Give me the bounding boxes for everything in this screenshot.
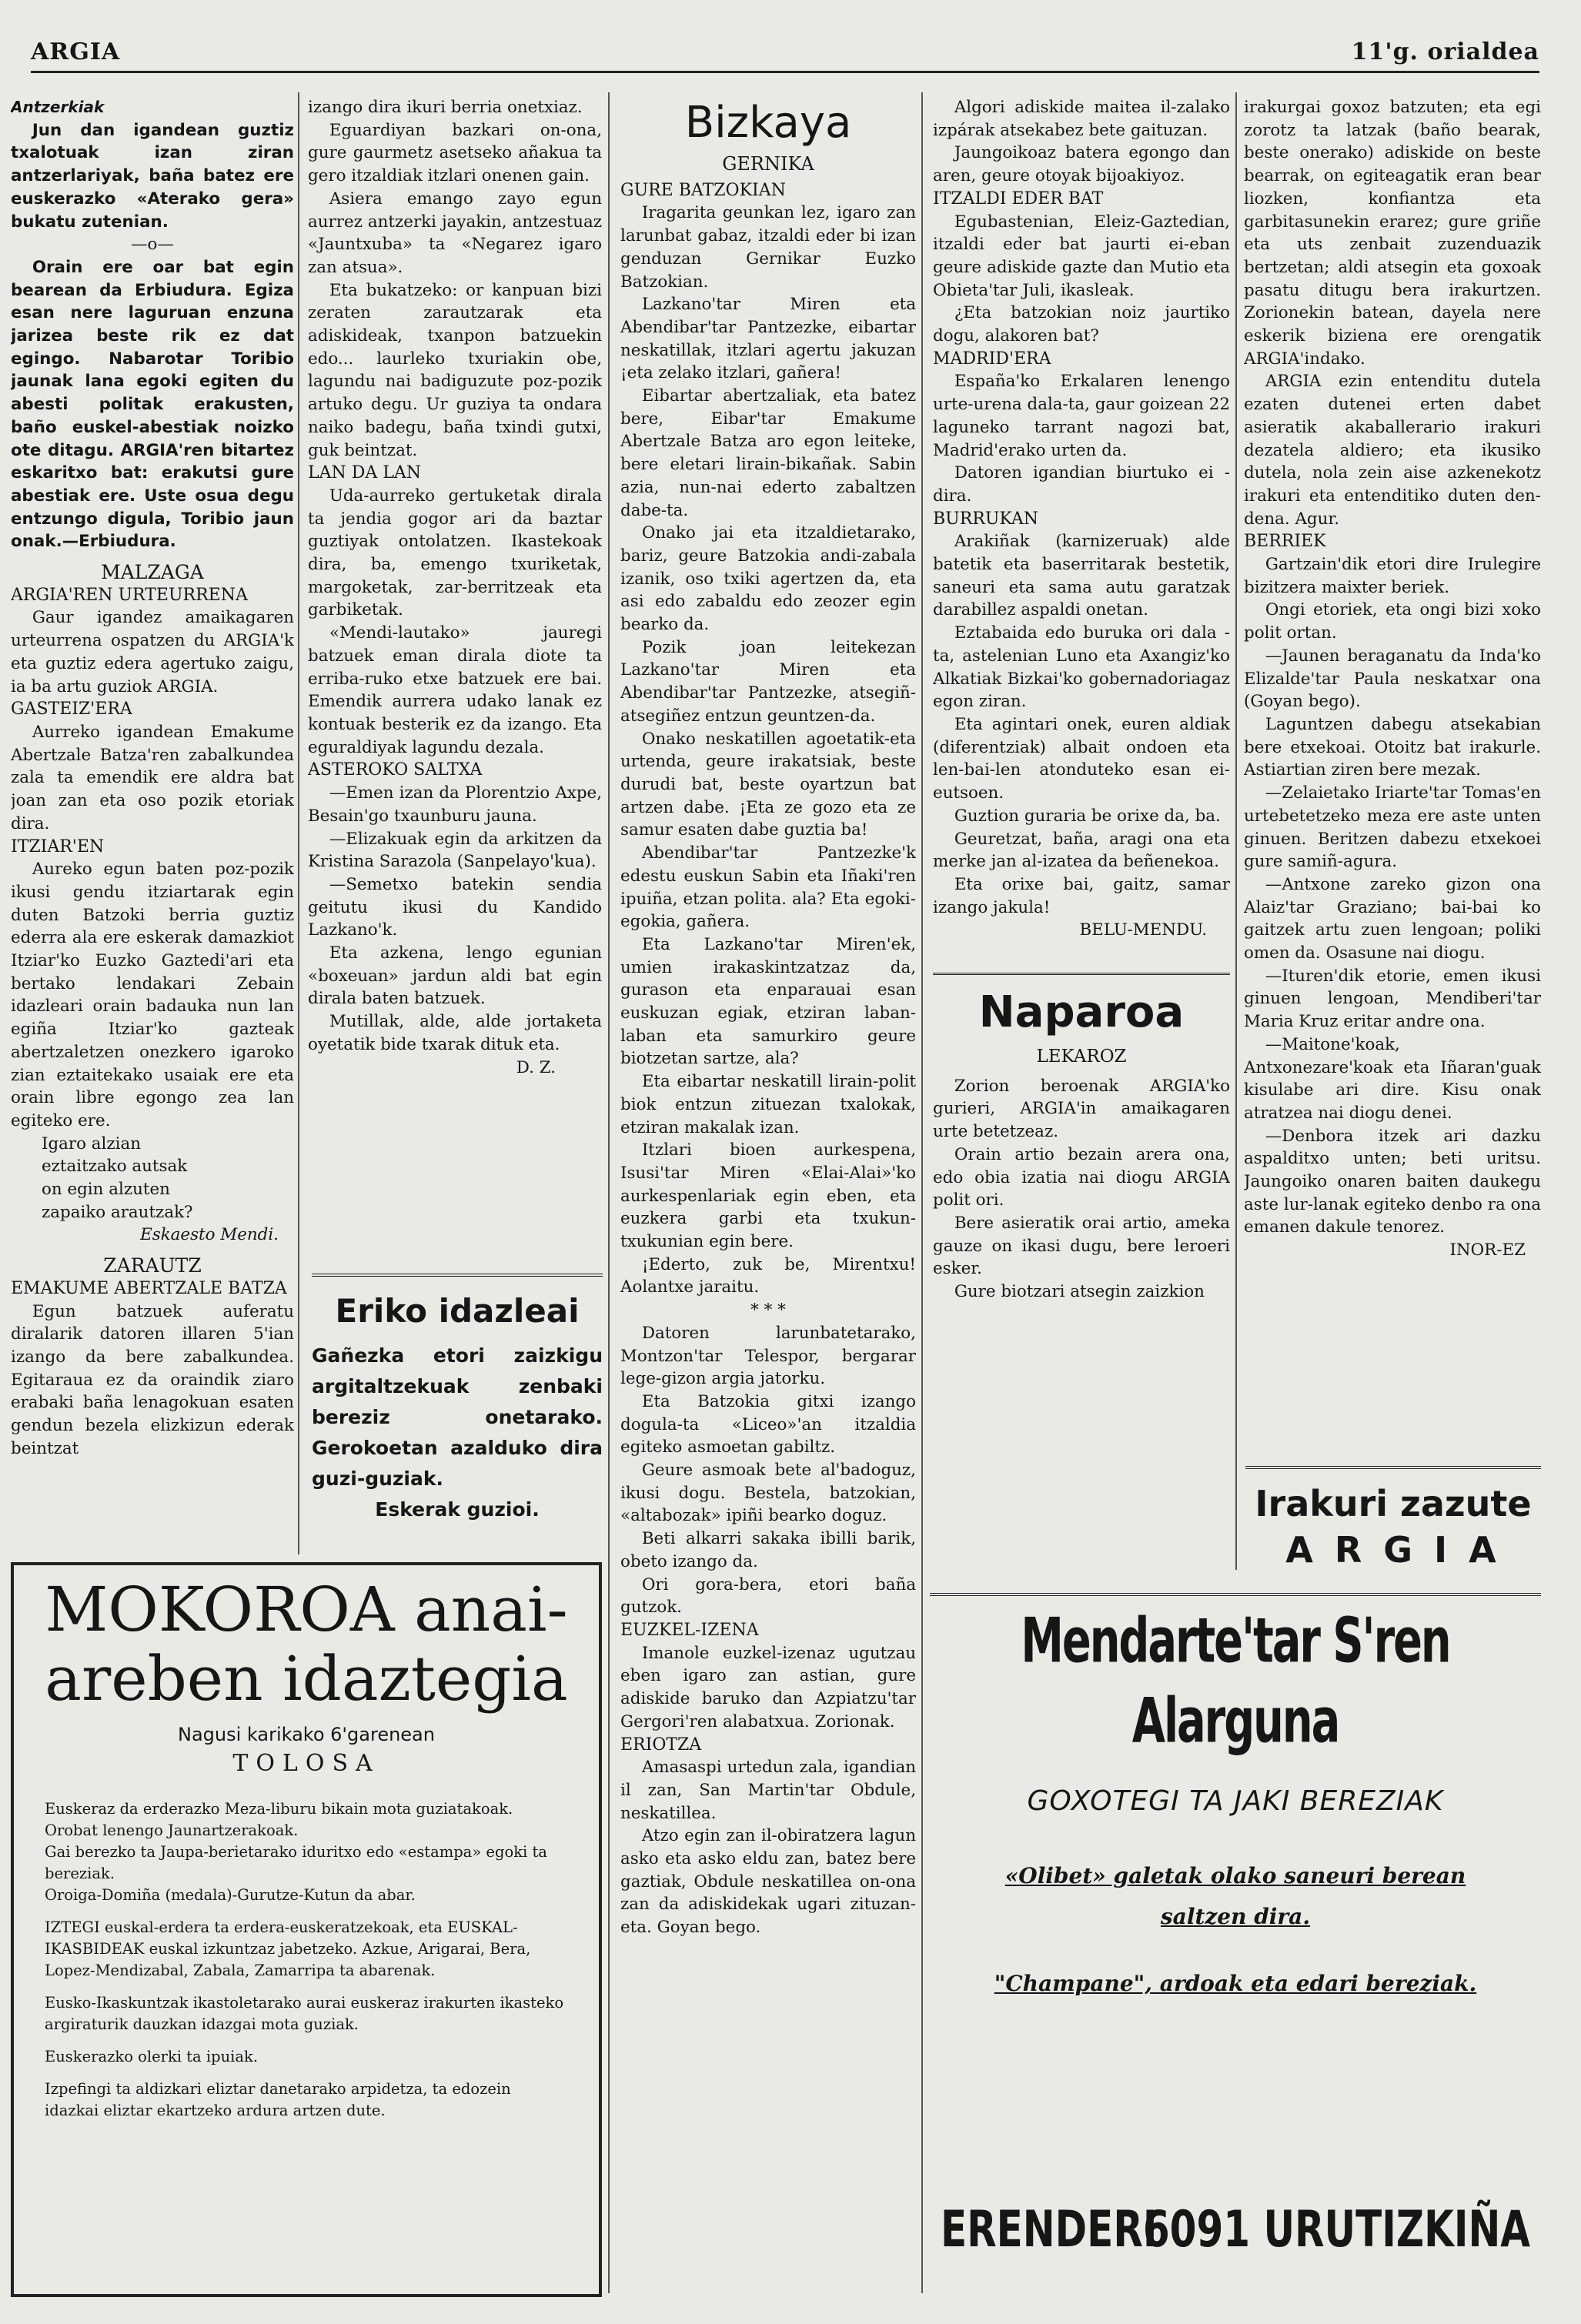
article-paragraph: Itzlari bioen aurkespena, Isusi'tar Miren «Elai-Alai»'ko aurkespenlariak egin eben, eta euzkera garbi eta txukun-txukunian egin bere. xyxy=(620,1140,916,1252)
signature: Eskaesto Mendi. xyxy=(140,1225,279,1245)
town-heading-gernika: GERNIKA xyxy=(722,153,814,175)
article-paragraph: Geuretzat, baña, aragi ona eta merke jan al-izatea da beñenekoa. xyxy=(933,829,1230,872)
poem-line: zapaiko arautzak? xyxy=(42,1202,193,1222)
subheading: EMAKUME ABERTZALE BATZA xyxy=(11,1278,287,1298)
subheading: BERRIEK xyxy=(1244,532,1326,552)
ad-footer-left: ERENDERI xyxy=(941,2200,1158,2259)
article-paragraph: Amasaspi urtedun zala, igandian il zan, San Martin'tar Obdule, neskatillea. xyxy=(620,1758,916,1823)
article-paragraph: Zorion beroenak ARGIA'ko gurieri, ARGIA'in amaikagaren urte betetzeaz. xyxy=(933,1076,1230,1142)
article-paragraph: —Maitone'koak, Antxonezare'koak eta Iñaran'guak kisulabe ari dire. Kisu onak atratzea nai diogu denei. xyxy=(1244,1034,1541,1123)
article-paragraph: Gaur igandez amaikagaren urteurrena ospatzen du ARGIA'k eta guztiz edera agertuko zaigu, ia ba artu guziok ARGIA. xyxy=(11,608,294,696)
article-paragraph: irakurgai goxoz batzuten; eta egi zorotz ta latzak (baño bearak, beste onerako) adiskide on beste bearrak, on egiteagatik eran bear liozken, konfiantza eta garbitasunekin erarez; gure griñe eta uts zenbait zuzenduazik bertzetan; aldi atsegin eta goxoak pasatu ditugu bera irakurtzen. Zorionekin batean, dayela nere eskerik biziena ere orengatik ARGIA'indako. xyxy=(1244,98,1541,369)
article-paragraph: Datoren larunbatetarako, Montzon'tar Telespor, bergarar lege-gizon argia jatorku. xyxy=(620,1323,916,1389)
article-paragraph: Atzo egin zan il-obiratzera lagun asko eta asko eldu zan, batez bere gaztiak, Obdule neskatillea on-ona zan da adiskidekak ugari zituzan-eta. Goyan bego. xyxy=(620,1826,916,1938)
article-paragraph: —Ituren'dik etorie, emen ikusi ginuen lengoan, Mendiberi'tar Maria Kruz eritar andre ona. xyxy=(1244,966,1541,1032)
ad-address: Nagusi karikako 6'garenean xyxy=(178,1724,435,1745)
subheading: GURE BATZOKIAN xyxy=(620,180,786,200)
article-paragraph: Gartzain'dik etori dire Irulegire bizitzera maixter beriek. xyxy=(1244,555,1541,597)
article-paragraph: —Emen izan da Plorentzio Axpe, Besain'go txaunburu jauna. xyxy=(308,783,602,826)
signature: BELU-MENDU. xyxy=(1079,920,1207,940)
page-header-left: ARGIA xyxy=(31,38,121,65)
ad-line: Oroiga-Domiña (medala)-Gurutze-Kutun da abar. xyxy=(45,1886,416,1904)
ad-headline: A R G I A xyxy=(1285,1529,1501,1571)
article-paragraph: Jaungoikoaz batera egongo dan aren, geure otoyak bijoakiyoz. xyxy=(933,143,1230,186)
article-paragraph: Eta agintari onek, euren aldiak (diferentziak) albait ondoen eta len-bai-len atonduteko esan ei-eutsoen. xyxy=(933,714,1230,803)
article-paragraph: ¡Ederto, zuk be, Mirentxu! Aolantxe jaraitu. xyxy=(620,1254,916,1297)
article-paragraph: —Elizakuak egin da arkitzen da Kristina Sarazola (Sanpelayo'kua). xyxy=(308,829,602,872)
column-divider xyxy=(921,92,923,2293)
article-paragraph: Arakiñak (karnizeruak) alde batetik eta baserritarak bestetik, saneuri eta sama autu garatzak darabillez aspaldi onetan. xyxy=(933,532,1230,620)
ad-line: Orobat lenengo Jaunartzerakoak. xyxy=(45,1821,299,1839)
article-paragraph: ¿Eta batzokian noiz jaurtiko dogu, alakoren bat? xyxy=(933,303,1230,346)
separator: —o— xyxy=(131,235,174,255)
article-paragraph: Gure biotzari atsegin zaizkion xyxy=(954,1282,1205,1302)
poem-line: Igaro alzian xyxy=(42,1134,142,1154)
notice-body: Gañezka etori zaizkigu argitaltzekuak zenbaki bereziz onetarako. Gerokoetan azalduko dira guzi-guziak. xyxy=(312,1344,603,1490)
ad-headline: Mendarte'tar S'ren Alarguna xyxy=(1021,1603,1450,1757)
article-paragraph: —Jaunen beraganatu da Inda'ko Elizalde'tar Paula neskatxar ona (Goyan bego). xyxy=(1244,646,1541,712)
article-paragraph: Onako neskatillen agoetatik-eta urtenda, geure irakatsiak, beste durudi bat, beste oyartzun bat artzen dabe. ¡Eta ze gozo eta ze samur esaten dabe guztia ba! xyxy=(620,729,916,840)
ad-line: Eusko-Ikaskuntzak ikastoletarako aurai euskeraz irakurten ikasteko argiraturik dauzkan idazgai mota guziak. xyxy=(45,1994,564,2033)
article-paragraph: Guztion guraria be orixe da, ba. xyxy=(954,806,1221,826)
separator: * * * xyxy=(750,1301,786,1321)
header-rule xyxy=(31,71,1539,73)
article-paragraph: Pozik joan leitekezan Lazkano'tar Miren eta Abendibar'tar Pantzezke, atsegiñ-atsegiñez entzun geuntzen-da. xyxy=(620,637,916,726)
subheading: MADRID'ERA xyxy=(933,349,1051,369)
article-paragraph: Laguntzen dabegu atsekabian bere etxekoai. Otoitz bat irakurle. Astiartian ziren bere mezak. xyxy=(1244,714,1541,780)
ad-title: areben idaztegia xyxy=(45,1643,568,1715)
article-paragraph: Eta orixe bai, gaitz, samar izango jakula! xyxy=(933,874,1230,917)
region-title-naparoa: Naparoa xyxy=(978,987,1185,1038)
subheading: ERIOTZA xyxy=(620,1735,702,1755)
ad-title: MOKOROA anai- xyxy=(45,1574,568,1645)
subheading: EUZKEL-IZENA xyxy=(620,1621,759,1640)
ad-line: IZTEGI euskal-erdera ta erdera-euskeratzekoak, eta EUSKAL-IKASBIDEAK euskal izkuntzaz jabetzeko. Azkue, Arigarai, Bera, Lopez-Mendizabal, Zabala, Zamarripa ta abarenak. xyxy=(45,1918,531,1979)
article-paragraph: Abendibar'tar Pantzezke'k edestu euskun Sabin eta Iñaki'ren ipuiña, etzan polita. ala? Eta egoki-egokia, gañera. xyxy=(620,843,916,932)
article-paragraph: Egun batzuek auferatu diralarik datoren illaren 5'ian izango da bere zabalkundea. Egitaraua ez da oraindik ziaro erabaki baña lenagokuan esaten gendun bezela elizkizun ederak beintzat xyxy=(11,1301,294,1458)
notice-thanks: Eskerak guzioi. xyxy=(375,1498,540,1521)
poem-line: on egin alzuten xyxy=(42,1180,170,1200)
ad-line: "Champane", ardoak eta edari bereziak. xyxy=(994,1971,1477,1996)
article-paragraph: Eibartar abertzaliak, eta batez bere, Eibar'tar Emakume Abertzale Batza aro egon leiteke, bere eletari lirain-bikañak. Sabin azia, nun-nai ederto zabaltzen dabe-ta. xyxy=(620,386,916,520)
article-paragraph: Iragarita geunkan lez, igaro zan larunbat gabaz, itzaldi eder bi izan genduzan Gernikar Euzko Batzokian. xyxy=(620,203,916,292)
article-paragraph: ARGIA ezin entenditu dutela ezaten dutenei erten dabet asieratik akaballerario irakuri dezatela aldiero; eta ikusiko dutela, nola zein aise azkenekotz irakuri eta entenditiko duten den-dena. Agur. xyxy=(1244,372,1541,529)
article-paragraph: Imanole euzkel-izenaz ugutzau eben igaro zan astian, gure adiskide baruko dan Azpiatzu'tar Gergori'ren alabatxua. Zorionak. xyxy=(620,1643,916,1731)
article-paragraph: —Denbora itzek ari dazku aspalditxo unten; beti uritsu. Jaungoiko onaren baiten daukegu aste lur-lanak egiteko denbo ra ona emanen dakule tenorez. xyxy=(1244,1126,1541,1237)
article-paragraph: izango dira ikuri berria onetxiaz. xyxy=(308,98,583,117)
column-divider xyxy=(298,92,299,1554)
article-paragraph: Orain ere oar bat egin bearean da Erbiudura. Egiza esan nere laguruan enzuna jarizea beste rik ez dat egingo. Nabarotar Toribio jaunak lana egoki egiten du abesti politak erakusten, baño euskel-abestiak noizko ote ditagu. ARGIA'ren bitartez eskaritxo bat: erakutsi gure abestiak ere. Uste osua degu entzungo digula, Toribio jaun onak.—Erbiudura. xyxy=(11,257,294,552)
article-paragraph: Eztabaida edo buruka ori dala -ta, astelenian Luno eta Axangiz'ko Alkatiak Bizkai'ko gobernadoriagaz egon ziran. xyxy=(933,623,1230,712)
town-heading-zarautz: ZARAUTZ xyxy=(103,1254,202,1277)
article-paragraph: Beti alkarri sakaka ibilli barik, obeto izango da. xyxy=(620,1529,916,1571)
poem xyxy=(11,1133,294,1224)
ad-footer-right: 6091 URUTIZKIÑA xyxy=(1142,2200,1530,2259)
page-header-right: 11'g. orialdea xyxy=(1351,38,1539,65)
ad-line: Euskerazko olerki ta ipuiak. xyxy=(45,2048,259,2065)
signature: INOR-EZ xyxy=(1449,1240,1526,1261)
article-paragraph: Eguardiyan bazkari on-ona, gure gaurmetz asetseko añakua ta gero itzaldiak itzlari onenen gain. xyxy=(308,120,602,186)
article-paragraph: Aureko egun baten poz-pozik ikusi gendu itziartarak egin duten Batzoki berria guztiz ederra ala ere eskerak damazkiot Itziar'ko Euzko Gaztedi'ari eta bertako lendakari Zebain idazleari orain badauka nun lan egiña Itziar'ko gazteak abertzaletzen onezkero igaroko zian eztaitekako usaiak ere eta orain libre egongo zea lan egiteko ere. xyxy=(11,860,294,1130)
signature: D. Z. xyxy=(516,1057,556,1077)
section-antzerkiak-label: Antzerkiak xyxy=(11,98,105,116)
article-paragraph: Eta eibartar neskatill lirain-polit biok entzun zituezan txalokak, etziran makalak izan. xyxy=(620,1072,916,1137)
ad-line: «Olibet» galetak olako saneuri berean xyxy=(1004,1863,1466,1888)
article-paragraph: Eta Lazkano'tar Miren'ek, umien irakaskintzatzaz da, gurason eta enparauai esan euskuzan egiak, etziran laban-laban eta samurkiro geure biotzetan sartze, ala? xyxy=(620,934,916,1069)
subheading: ITZIAR'EN xyxy=(11,836,105,856)
article-paragraph: Eta Batzokia gitxi izango dogula-ta «Liceo»'an itzaldia egiteko asmoetan gabiltz. xyxy=(620,1391,916,1458)
subheading: LAN DA LAN xyxy=(308,463,422,483)
subheading: ARGIA'REN URTEURRENA xyxy=(11,585,248,605)
ad-line: Izpefingi ta aldizkari eliztar danetarako arpidetza, ta edozein idazkai eliztar ekartzeko ardura artzen dute. xyxy=(45,2080,511,2119)
article-paragraph: —Zelaietako Iriarte'tar Tomas'en urtebetetzeko meza ere aste unten ginuen. Beritzen dabezu etxekoei gure samiñ-agura. xyxy=(1244,783,1541,872)
article-paragraph: Onako jai eta itzaldietarako, bariz, geure Batzokia andi-zabala izanik, oso txiki agertzen da, eta asi edo zabaldu edo zeozer egin bearko da. xyxy=(620,523,916,635)
town-heading-malzaga: MALZAGA xyxy=(101,561,204,584)
article-paragraph: Aurreko igandean Emakume Abertzale Batza'ren zabalkundea zala ta emendik ere aldra bat joan zan eta oso pozik etoriak dira. xyxy=(11,722,294,833)
article-paragraph: Uda-aurreko gertuketak dirala ta jendia gogor ari da baztar guztiyak ontolatzen. Ikastekoak dira, ba, emengo txuriketak, margoketak, zar-berritzeak eta garbiketak. xyxy=(308,486,602,620)
region-title-bizkaya: Bizkaya xyxy=(684,98,852,148)
ad-town: TOLOSA xyxy=(232,1750,380,1777)
town-heading-lekaroz: LEKAROZ xyxy=(1036,1047,1127,1067)
column-2 xyxy=(308,96,602,1250)
notice-box xyxy=(312,1274,603,1551)
article-paragraph: España'ko Erkalaren lenengo urte-urena dala-ta, gaur goizean 22 laguneko tarrant nagozi bat, Madrid'erako urten da. xyxy=(933,372,1230,460)
article-paragraph: Ori gora-bera, etori baña gutzok. xyxy=(620,1574,916,1618)
notice-title: Eriko idazleai xyxy=(335,1292,580,1330)
column-4 xyxy=(933,96,1230,1558)
ad-subheadline: GOXOTEGI TA JAKI BEREZIAK xyxy=(1027,1785,1444,1817)
column-divider xyxy=(1235,92,1237,1570)
subheading: GASTEIZ'ERA xyxy=(11,700,132,720)
subheading: BURRUKAN xyxy=(933,509,1039,529)
article-paragraph: Eta bukatzeko: or kanpuan bizi zeraten zarautzarak eta adiskideak, txanpon batzuekin edo... laurleko txuriakin obe, lagundu nai badiguzute poz-pozik artuko degu. Ur guziya ta ondara naiko badegu, baña txindi gutxi, guk beintzat. xyxy=(308,280,602,460)
article-paragraph: Eta azkena, lengo egunian «boxeuan» jardun aldi bat egin dirala baten batzuek. xyxy=(308,943,602,1009)
article-paragraph: Egubastenian, Eleiz-Gaztedian, itzaldi eder bat jaurti ei-eban geure adiskide gazte dan Mutio eta Obieta'tar Juli, ikasleak. xyxy=(933,212,1230,300)
article-paragraph: Jun dan igandean guztiz txalotuak izan ziran antzerlariyak, baña batez ere euskerazko «Aterako gera» bukatu zutenian. xyxy=(11,120,294,232)
article-paragraph: Algori adiskide maitea il-zalako izpárak atsekabez bete gaituzan. xyxy=(933,98,1230,140)
ad-mokoroa xyxy=(11,1562,602,2297)
article-paragraph: Asiera emango zayo egun aurrez antzerki jayakin, antzestuaz «Jauntxuba» ta «Negarez igaro zan atsua». xyxy=(308,189,602,277)
subheading: ITZALDI EDER BAT xyxy=(933,189,1104,209)
ad-headline: Irakuri zazute xyxy=(1255,1483,1532,1524)
article-paragraph: —Semetxo batekin sendia geitutu ikusi du Kandido Lazkano'k. xyxy=(308,874,602,940)
article-paragraph: Datoren igandian biurtuko ei -dira. xyxy=(933,463,1230,506)
column-5 xyxy=(1244,96,1541,1474)
column-divider xyxy=(608,92,610,2293)
column-3 xyxy=(620,96,916,2297)
subheading: ASTEROKO SALTXA xyxy=(308,760,483,780)
ad-irakuri-argia xyxy=(1245,1466,1541,1574)
article-paragraph: —Antxone zareko gizon ona Alaiz'tar Graziano; bai-bai ko gaitzek artu zuen lengoan; poliki omen da. Osasune nai diogu. xyxy=(1244,874,1541,963)
article-paragraph: Lazkano'tar Miren eta Abendibar'tar Pantzezke, eibartar neskatillak, itzlari agertu jakuzan ¡eta zelako itzlari, gañera! xyxy=(620,295,916,383)
column-1 xyxy=(11,96,294,1574)
article-paragraph: Orain artio bezain arera ona, edo obia izatia nai diogu ARGIA polit ori. xyxy=(933,1144,1230,1210)
ad-line: Euskeraz da erderazko Meza-liburu bikain mota guziatakoak. xyxy=(45,1800,513,1818)
ad-line: Gai berezko ta Jaupa-berietarako iduritxo edo «estampa» egoki ta bereziak. xyxy=(45,1843,547,1882)
section-rule xyxy=(933,973,1230,975)
ad-mendarte xyxy=(930,1593,1541,2297)
article-paragraph: Bere asieratik orai artio, ameka gauze on ikasi dugu, bere leroeri esker. xyxy=(933,1213,1230,1279)
poem-line: eztaitzako autsak xyxy=(42,1157,188,1177)
article-paragraph: «Mendi-lautako» jauregi batzuek eman dirala diote ta erriba-ruko etxe batzuek ere bai. Emendik aurrera udako lanak ez kontuak besterik ez da izango. Eta eguraldiyak lagundu dezala. xyxy=(308,623,602,757)
ad-line: saltzen dira. xyxy=(1160,1904,1311,1929)
article-paragraph: Geure asmoak bete al'badoguz, ikusi dogu. Bestela, batzokian, «altabozak» ipiñi bearko doguz. xyxy=(620,1461,916,1526)
article-paragraph: Mutillak, alde, alde jortaketa oyetatik bide txarak dituk eta. xyxy=(308,1012,602,1054)
article-paragraph: Ongi etoriek, eta ongi bizi xoko polit ortan. xyxy=(1244,600,1541,643)
